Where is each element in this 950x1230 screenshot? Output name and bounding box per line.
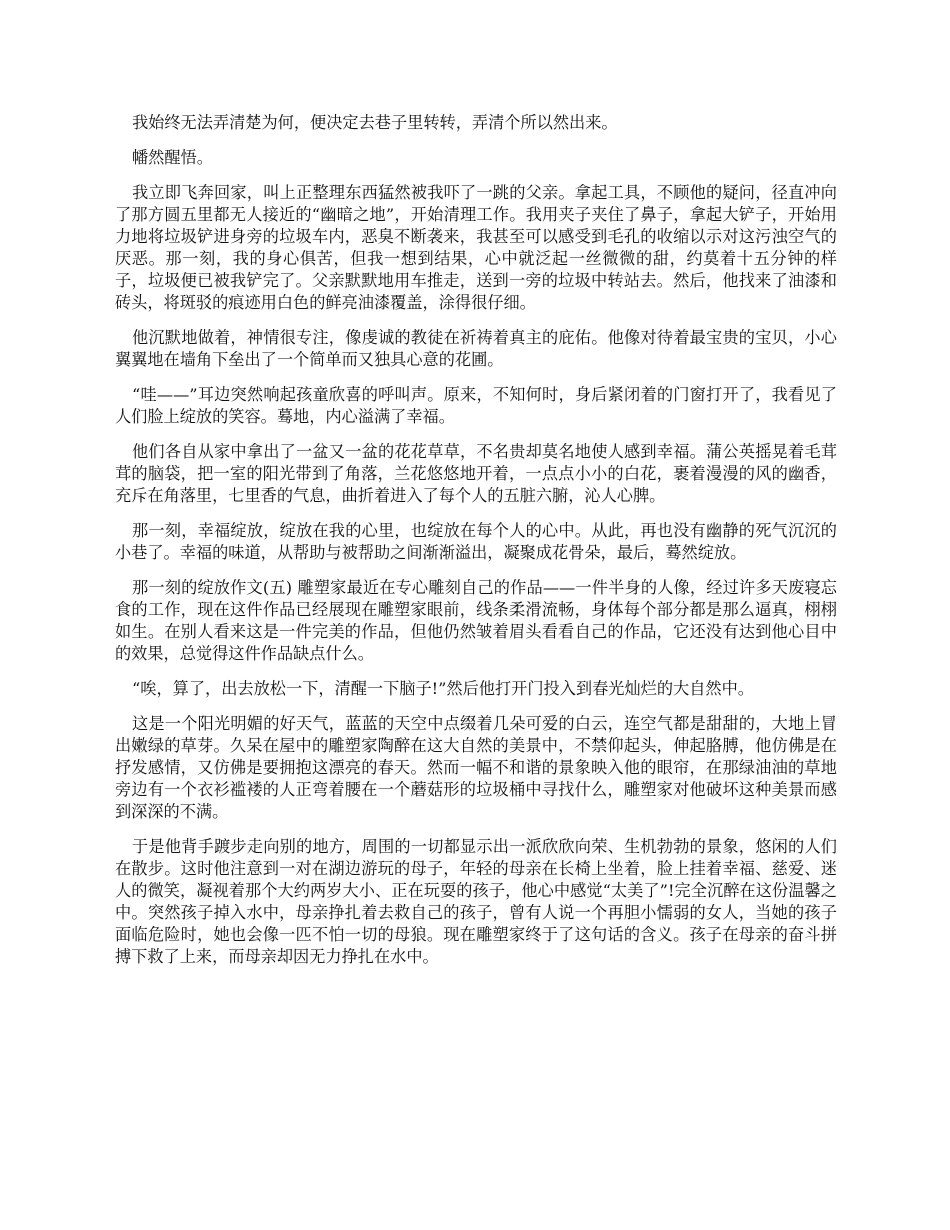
paragraph-3: 我立即飞奔回家，叫上正整理东西猛然被我吓了一跳的父亲。拿起工具，不顾他的疑问，径直冲向了那方圆五里都无人接近的“幽暗之地”，开始清理工作。我用夹子夹住了鼻子，拿起大铲子，开始用力地将垃圾铲进身旁的垃圾车内，恶臭不断袭来，我甚至可以感受到毛孔的收缩以示对这污浊空气的厌恶。那一刻，我的身心俱苦，但我一想到结果，心中就泛起一丝微微的甜，约莫着十五分钟的样子，垃圾便已被我铲完了。父亲默默地用车推走，送到一旁的垃圾中转站去。然后，他找来了油漆和砖头，将斑驳的痕迹用白色的鲜亮油漆覆盖，涂得很仔细。 <box>115 183 837 312</box>
paragraph-1: 我始终无法弄清楚为何，便决定去巷子里转转，弄清个所以然出来。 <box>132 113 618 132</box>
paragraph-8: 那一刻的绽放作文(五) 雕塑家最近在专心雕刻自己的作品——一件半身的人像，经过许多天废寝忘食的工作，现在这件作品已经展现在雕塑家眼前，线条柔滑流畅，身体每个部分都是那么逼真，栩栩如生。在别人看来这是一件完美的作品，但他仍然皱着眉头看看自己的作品，它还没有达到他心目中的效果，总觉得这件作品缺点什么。 <box>115 578 837 663</box>
paragraph-6: 他们各自从家中拿出了一盆又一盆的花花草草，不名贵却莫名地使人感到幸福。蒲公英摇晃着毛茸茸的脑袋，把一室的阳光带到了角落，兰花悠悠地开着，一点点小小的白花，裹着漫漫的风的幽香，充斥在角落里，七里香的气息，曲折着进入了每个人的五脏六腑，沁人心脾。 <box>115 442 837 505</box>
paragraph-10: 这是一个阳光明媚的好天气，蓝蓝的天空中点缀着几朵可爱的白云，连空气都是甜甜的，大地上冒出嫩绿的草芽。久呆在屋中的雕塑家陶醉在这大自然的美景中，不禁仰起头，伸起胳膊，他仿佛是在抒发感情，又仿佛是要拥抱这漂亮的春天。然而一幅不和谐的景象映入他的眼帘，在那绿油油的草地旁边有一个衣衫褴褛的人正弯着腰在一个蘑菇形的垃圾桶中寻找什么，雕塑家对他破坏这种美景而感到深深的不满。 <box>115 714 837 821</box>
paragraph-4: 他沉默地做着，神情很专注，像虔诚的教徒在祈祷着真主的庇佑。他像对待着最宝贵的宝贝，小心翼翼地在墙角下垒出了一个简单而又独具心意的花圃。 <box>115 328 837 369</box>
paragraph-7: 那一刻，幸福绽放，绽放在我的心里，也绽放在每个人的心中。从此，再也没有幽静的死气沉沉的小巷了。幸福的味道，从帮助与被帮助之间渐渐溢出，凝聚成花骨朵，最后，蓦然绽放。 <box>115 521 837 562</box>
paragraph-2: 幡然醒悟。 <box>132 148 213 167</box>
paragraph-9: “唉，算了，出去放松一下，清醒一下脑子!”然后他打开门投入到春光灿烂的大自然中。 <box>132 679 754 698</box>
document-body <box>115 112 837 981</box>
paragraph-11: 于是他背手踱步走向别的地方，周围的一切都显示出一派欣欣向荣、生机勃勃的景象，悠闲的人们在散步。这时他注意到一对在湖边游玩的母子，年轻的母亲在长椅上坐着，脸上挂着幸福、慈爱、迷人的微笑，凝视着那个大约两岁大小、正在玩耍的孩子，他心中感觉“太美了”!完全沉醉在这份温馨之中。突然孩子掉入水中，母亲挣扎着去救自己的孩子，曾有人说一个再胆小懦弱的女人，当她的孩子面临危险时，她也会像一匹不怕一切的母狼。现在雕塑家终于了这句话的含义。孩子在母亲的奋斗拼搏下救了上来，而母亲却因无力挣扎在水中。 <box>115 837 837 966</box>
paragraph-5: “哇——”耳边突然响起孩童欣喜的呼叫声。原来，不知何时，身后紧闭着的门窗打开了，我看见了人们脸上绽放的笑容。蓦地，内心溢满了幸福。 <box>115 385 837 426</box>
